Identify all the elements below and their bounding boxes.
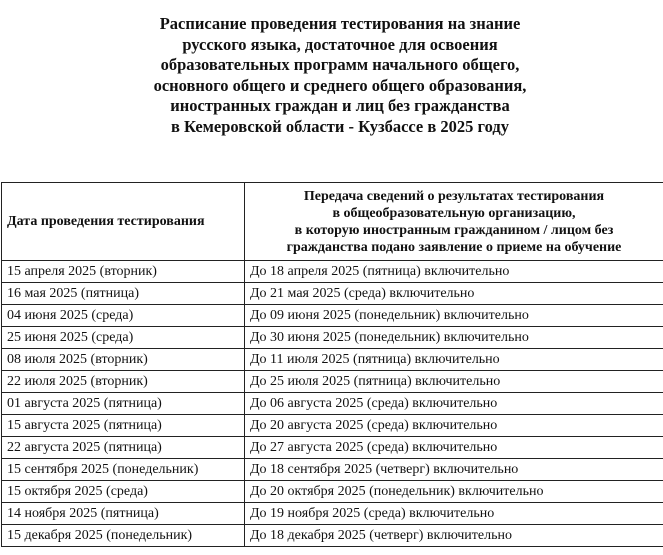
transfer-cell: До 19 ноября 2025 (среда) включительно <box>245 503 663 525</box>
transfer-cell: До 20 августа 2025 (среда) включительно <box>245 415 663 437</box>
table-row <box>2 459 663 481</box>
date-cell: 15 августа 2025 (пятница) <box>2 415 245 437</box>
table-header-row <box>2 183 663 261</box>
date-cell: 25 июня 2025 (среда) <box>2 327 245 349</box>
table-row <box>2 349 663 371</box>
schedule-table <box>1 182 663 547</box>
header-date: Дата проведения тестирования <box>2 183 245 261</box>
date-cell: 15 сентября 2025 (понедельник) <box>2 459 245 481</box>
date-cell: 16 мая 2025 (пятница) <box>2 283 245 305</box>
table-row <box>2 305 663 327</box>
header-transfer-line: гражданства подано заявление о приеме на обучение <box>286 239 622 255</box>
transfer-cell: До 21 мая 2025 (среда) включительно <box>245 283 663 305</box>
transfer-cell: До 20 октября 2025 (понедельник) включительно <box>245 481 663 503</box>
date-cell: 22 августа 2025 (пятница) <box>2 437 245 459</box>
transfer-cell: До 25 июля 2025 (пятница) включительно <box>245 371 663 393</box>
table-row <box>2 437 663 459</box>
table-row <box>2 371 663 393</box>
table-row <box>2 283 663 305</box>
title-line: основного общего и среднего общего образования, <box>153 75 527 95</box>
transfer-cell: До 18 декабря 2025 (четверг) включительно <box>245 525 663 547</box>
date-cell: 08 июля 2025 (вторник) <box>2 349 245 371</box>
table-row <box>2 525 663 547</box>
document-title <box>60 14 620 137</box>
date-cell: 01 августа 2025 (пятница) <box>2 393 245 415</box>
transfer-cell: До 18 апреля 2025 (пятница) включительно <box>245 261 663 283</box>
transfer-cell: До 06 августа 2025 (среда) включительно <box>245 393 663 415</box>
date-cell: 15 октября 2025 (среда) <box>2 481 245 503</box>
title-line: в Кемеровской области - Кузбассе в 2025 году <box>170 116 509 136</box>
table-row <box>2 261 663 283</box>
transfer-cell: До 09 июня 2025 (понедельник) включительно <box>245 305 663 327</box>
transfer-cell: До 18 сентября 2025 (четверг) включительно <box>245 459 663 481</box>
date-cell: 15 апреля 2025 (вторник) <box>2 261 245 283</box>
header-transfer-line: в общеобразовательную организацию, <box>332 205 576 221</box>
header-transfer-line: в которую иностранным гражданином / лицом без <box>294 222 614 238</box>
transfer-cell: До 11 июля 2025 (пятница) включительно <box>245 349 663 371</box>
date-cell: 15 декабря 2025 (понедельник) <box>2 525 245 547</box>
transfer-cell: До 30 июня 2025 (понедельник) включительно <box>245 327 663 349</box>
header-transfer <box>245 183 663 261</box>
title-line: Расписание проведения тестирования на знание <box>159 14 521 33</box>
table-row <box>2 481 663 503</box>
table-row <box>2 327 663 349</box>
date-cell: 14 ноября 2025 (пятница) <box>2 503 245 525</box>
header-transfer-line: Передача сведений о результатах тестирования <box>303 188 605 204</box>
table-row <box>2 393 663 415</box>
title-line: русского языка, достаточное для освоения <box>182 34 498 54</box>
table-row <box>2 415 663 437</box>
title-line: иностранных граждан и лиц без гражданства <box>170 96 510 115</box>
transfer-cell: До 27 августа 2025 (среда) включительно <box>245 437 663 459</box>
table-row <box>2 503 663 525</box>
date-cell: 04 июня 2025 (среда) <box>2 305 245 327</box>
date-cell: 22 июля 2025 (вторник) <box>2 371 245 393</box>
title-line: образовательных программ начального общего, <box>160 55 520 74</box>
